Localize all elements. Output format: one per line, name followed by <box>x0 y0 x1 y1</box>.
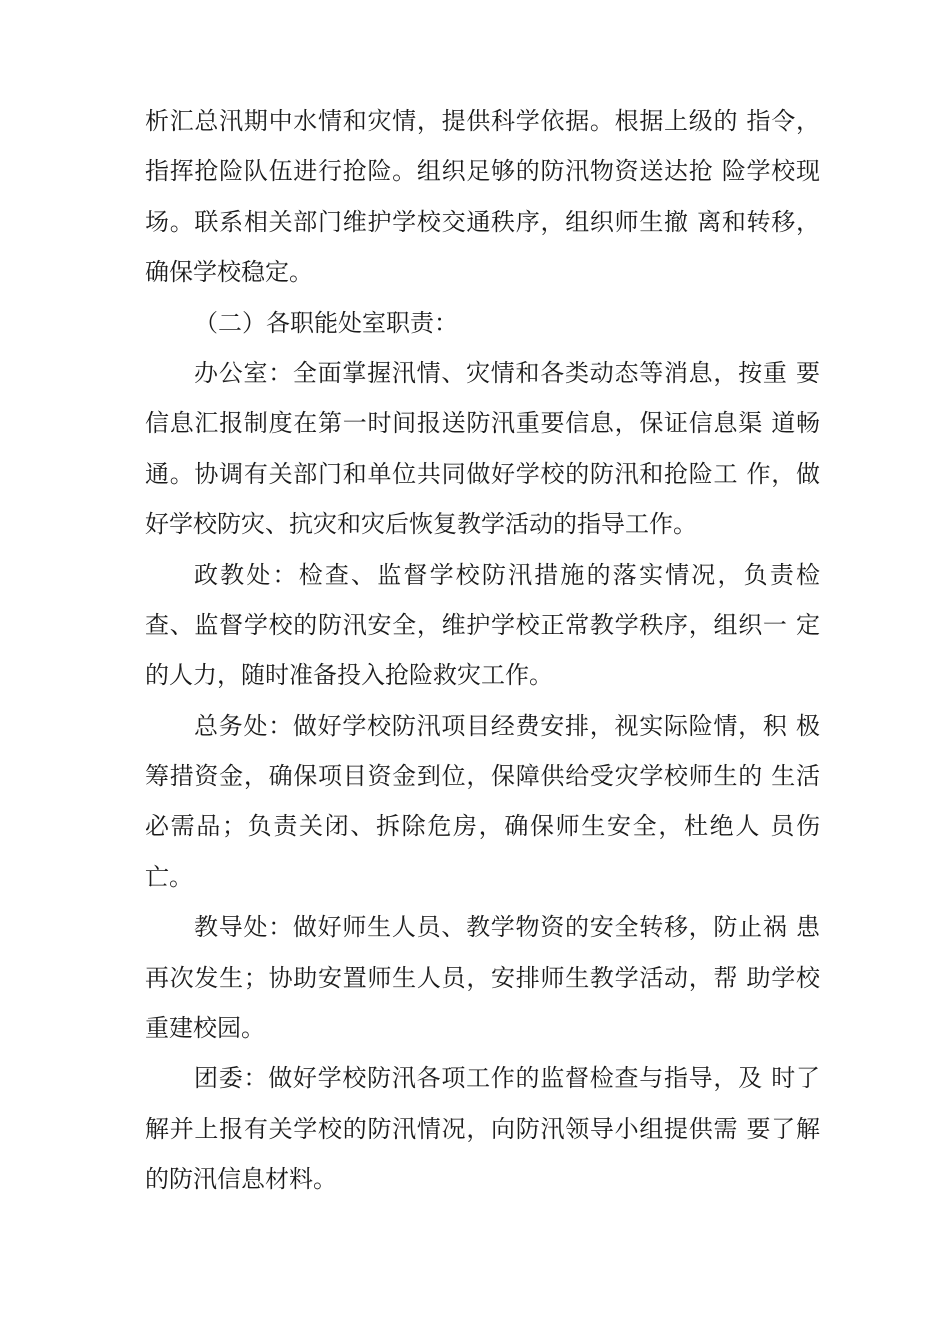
text-line: 的防汛信息材料。 <box>145 1165 337 1194</box>
text-line: 总务处：做好学校防汛项目经费安排，视实际险情，积 极 <box>194 711 820 740</box>
text-line: 办公室：全面掌握汛情、灾情和各类动态等消息，按重 要 <box>194 358 820 387</box>
text-line: 查、监督学校的防汛安全，维护学校正常教学秩序，组织一 定 <box>145 610 820 639</box>
text-line: 团委：做好学校防汛各项工作的监督检查与指导，及 时了 <box>194 1064 820 1093</box>
text-line: 亡。 <box>145 862 193 891</box>
text-line: 政教处：检查、监督学校防汛措施的落实情况，负责检 <box>194 560 820 589</box>
text-line: 确保学校稳定。 <box>145 258 313 287</box>
text-line: 好学校防灾、抗灾和灾后恢复教学活动的指导工作。 <box>145 510 697 539</box>
text-line: 的人力，随时准备投入抢险救灾工作。 <box>145 661 553 690</box>
text-line: 信息汇报制度在第一时间报送防汛重要信息，保证信息渠 道畅 <box>145 409 820 438</box>
text-line: 通。协调有关部门和单位共同做好学校的防汛和抢险工 作，做 <box>145 459 820 488</box>
text-line: 再次发生；协助安置师生人员，安排师生教学活动，帮 助学校 <box>145 963 820 992</box>
body-text <box>145 96 820 1205</box>
text-line: 场。联系相关部门维护学校交通秩序，组织师生撤 离和转移， <box>145 207 820 236</box>
section-heading: （二）各职能处室职责： <box>194 308 458 337</box>
text-line: 解并上报有关学校的防汛情况，向防汛领导小组提供需 要了解 <box>145 1114 820 1143</box>
text-line: 重建校园。 <box>145 1014 265 1043</box>
text-line: 教导处：做好师生人员、教学物资的安全转移，防止祸 患 <box>194 913 820 942</box>
text-line: 析汇总汛期中水情和灾情，提供科学依据。根据上级的 指令， <box>145 107 820 135</box>
text-line: 筹措资金，确保项目资金到位，保障供给受灾学校师生的 生活 <box>145 762 820 791</box>
text-line: 指挥抢险队伍进行抢险。组织足够的防汛物资送达抢 险学校现 <box>145 157 820 186</box>
text-line: 必需品；负责关闭、拆除危房，确保师生安全，杜绝人 员伤 <box>145 812 820 841</box>
